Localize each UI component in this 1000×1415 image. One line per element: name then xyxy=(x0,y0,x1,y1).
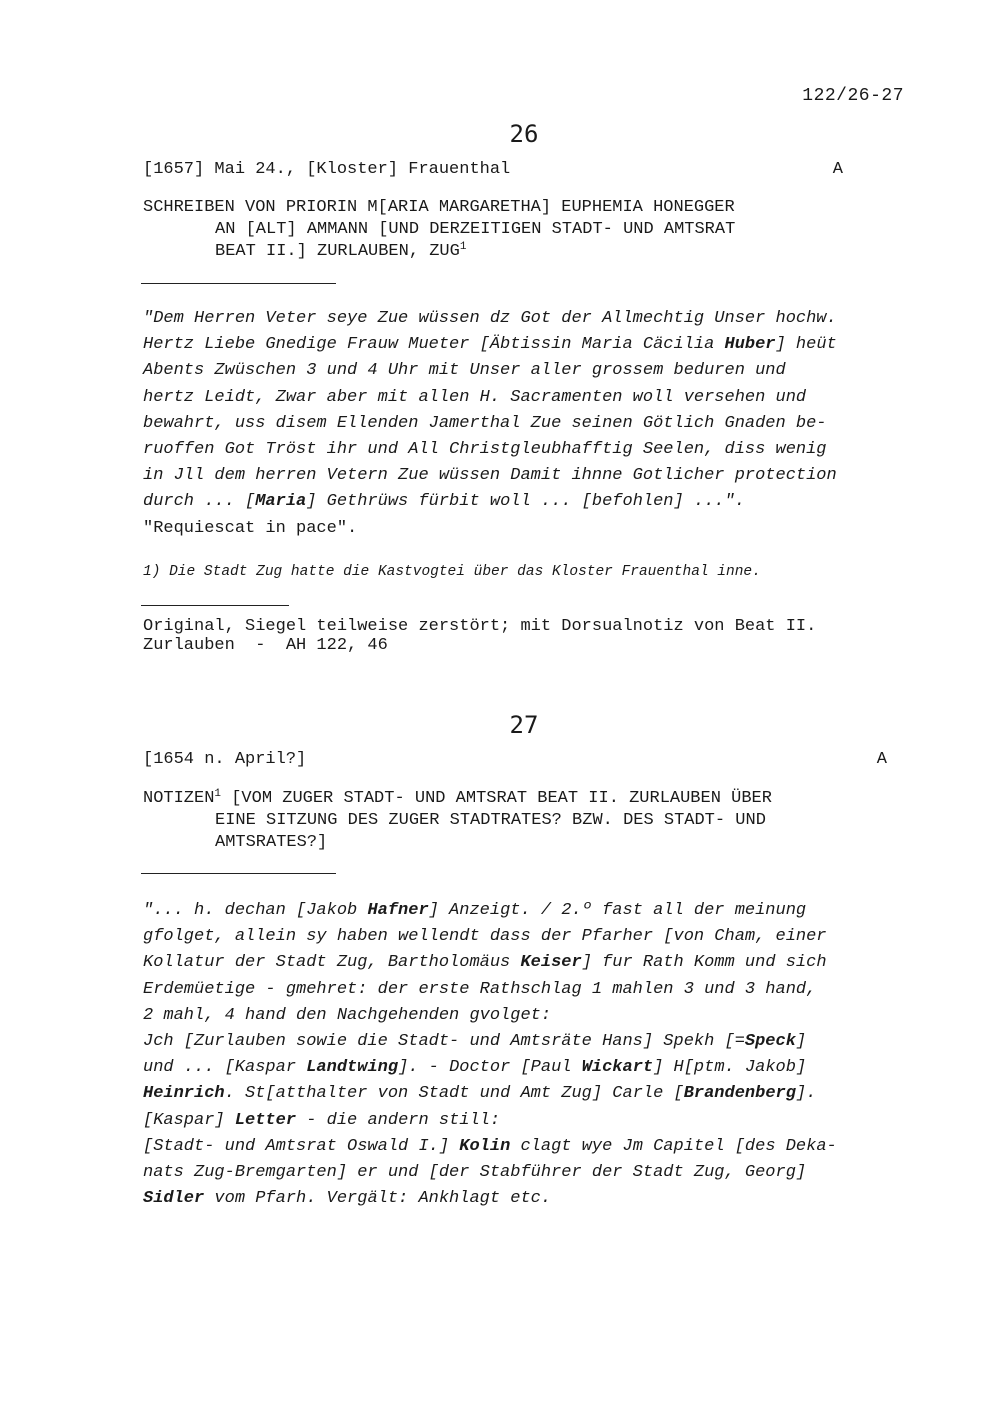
text-segment: ] Gethrüws fürbit woll ... [befohlen] ...". xyxy=(306,492,745,512)
heading-line: AN [ALT] AMMANN [UND DERZEITIGEN STADT- UND AMTSRAT xyxy=(215,220,736,239)
document-date-line-27 xyxy=(143,750,887,769)
text-line xyxy=(143,950,923,976)
text-segment: "... h. dechan [Jakob xyxy=(143,901,368,920)
person-name: Sidler xyxy=(143,1189,205,1209)
document-text-27 xyxy=(143,898,923,1212)
page-reference: 122/26-27 xyxy=(802,86,904,106)
person-name: Speck xyxy=(744,1032,796,1052)
text-segment: ]. - Doctor [Paul xyxy=(398,1058,582,1078)
text-segment: ]. xyxy=(795,1084,817,1104)
text-line xyxy=(143,898,923,924)
document-number-27: 27 xyxy=(509,711,539,739)
heading-divider xyxy=(141,283,336,284)
person-name: Wickart xyxy=(581,1058,654,1078)
document-category-26: A xyxy=(832,160,843,179)
heading-line xyxy=(143,788,903,810)
person-name: Hafner xyxy=(367,901,429,920)
document-heading-26 xyxy=(143,197,903,263)
text-line xyxy=(143,1081,923,1107)
text-segment: clagt wye Jm Capitel [des Deka- xyxy=(510,1136,837,1156)
person-name: Letter xyxy=(234,1110,297,1130)
text-segment: ] Anzeigt. / 2.º fast all der meinung xyxy=(428,901,807,920)
heading-line: AMTSRATES?] xyxy=(215,833,328,852)
footnote-26: 1) Die Stadt Zug hatte die Kastvogtei über das Kloster Frauenthal inne. xyxy=(143,564,761,580)
text-line: Abents Zwüschen 3 und 4 Uhr mit Unser aller grossem beduren und xyxy=(143,361,786,381)
text-line: nats Zug-Bremgarten] er und [der Stabführer der Stadt Zug, Georg] xyxy=(143,1163,807,1183)
person-name: Kolin xyxy=(459,1136,511,1156)
person-name: Huber xyxy=(724,335,776,355)
document-number-26: 26 xyxy=(509,120,539,148)
person-name: Landtwing xyxy=(306,1058,399,1078)
footnote-divider xyxy=(141,605,289,606)
text-segment: ] fur Rath Komm und sich xyxy=(581,953,827,973)
document-date-27: [1654 n. April?] xyxy=(143,750,307,769)
text-line: "Requiescat in pace". xyxy=(143,518,358,538)
text-line: gfolget, allein sy haben wellendt dass der Pfarher [von Cham, einer xyxy=(143,927,827,947)
person-name: Heinrich xyxy=(143,1084,225,1104)
text-line: Erdemüetige - gmehret: der erste Rathschlag 1 mahlen 3 und 3 hand, xyxy=(143,979,817,999)
text-line xyxy=(143,1029,923,1055)
heading-text: NOTIZEN xyxy=(143,789,215,808)
text-line: 2 mahl, 4 hand den Nachgehenden gvolget: xyxy=(143,1005,552,1025)
source-line: Zurlauben - AH 122, 46 xyxy=(143,636,388,655)
footnote-marker: 1 xyxy=(459,241,467,253)
text-segment: ] xyxy=(795,1032,807,1052)
heading-text: [VOM ZUGER STADT- UND AMTSRAT BEAT II. ZURLAUBEN ÜBER xyxy=(221,789,772,808)
text-line xyxy=(143,332,923,358)
heading-line: EINE SITZUNG DES ZUGER STADTRATES? BZW. DES STADT- UND xyxy=(215,811,766,830)
text-line xyxy=(143,1055,923,1081)
text-line xyxy=(143,1134,923,1160)
text-segment: [Stadt- und Amtsrat Oswald I.] xyxy=(143,1136,460,1156)
text-line: hertz Leidt, Zwar aber mit allen H. Sacramenten woll versehen und xyxy=(143,387,807,407)
text-line xyxy=(143,489,923,515)
text-line xyxy=(143,1108,923,1134)
text-segment: Jch [Zurlauben sowie die Stadt- und Amtsräte Hans] Spekh [= xyxy=(143,1032,745,1052)
source-line: Original, Siegel teilweise zerstört; mit Dorsualnotiz von Beat II. xyxy=(143,617,817,636)
person-name: Keiser xyxy=(520,953,582,973)
heading-text: BEAT II.] ZURLAUBEN, ZUG xyxy=(215,242,460,261)
heading-line xyxy=(143,241,903,263)
document-heading-27 xyxy=(143,788,903,854)
footnote-marker: 1 xyxy=(214,788,222,800)
text-line xyxy=(143,1186,923,1212)
person-name: Maria xyxy=(255,492,307,512)
text-line: "Dem Herren Veter seye Zue wüssen dz Got der Allmechtig Unser hochw. xyxy=(143,309,837,328)
source-note-26 xyxy=(143,617,816,655)
text-segment: vom Pfarh. Vergält: Ankhlagt etc. xyxy=(204,1189,552,1209)
text-segment: durch ... [ xyxy=(143,492,256,512)
text-segment: Kollatur der Stadt Zug, Bartholomäus xyxy=(143,953,521,973)
text-segment: ] H[ptm. Jakob] xyxy=(653,1058,807,1078)
text-segment: und ... [Kaspar xyxy=(143,1058,307,1078)
text-segment: ] heüt xyxy=(775,335,837,355)
document-date-26: [1657] Mai 24., [Kloster] Frauenthal xyxy=(143,160,511,179)
text-segment: Hertz Liebe Gnedige Frauw Mueter [Äbtissin Maria Cäcilia xyxy=(143,335,725,355)
text-line: ruoffen Got Tröst ihr und All Christgleubhafftig Seelen, diss wenig xyxy=(143,440,827,460)
document-category-27: A xyxy=(876,750,887,769)
document-date-line-26 xyxy=(143,160,843,179)
text-line: in Jll dem herren Vetern Zue wüssen Damit ihnne Gotlicher protection xyxy=(143,466,837,486)
person-name: Brandenberg xyxy=(683,1084,796,1104)
heading-line: SCHREIBEN VON PRIORIN M[ARIA MARGARETHA] EUPHEMIA HONEGGER xyxy=(143,198,735,217)
heading-divider xyxy=(141,873,336,874)
text-segment: [Kaspar] xyxy=(143,1110,235,1130)
text-segment: - die andern still: xyxy=(296,1110,501,1130)
text-line: bewahrt, uss disem Ellenden Jamerthal Zue seinen Götlich Gnaden be- xyxy=(143,413,827,433)
document-text-26 xyxy=(143,306,923,542)
text-segment: . St[atthalter von Stadt und Amt Zug] Carle [ xyxy=(224,1084,684,1104)
